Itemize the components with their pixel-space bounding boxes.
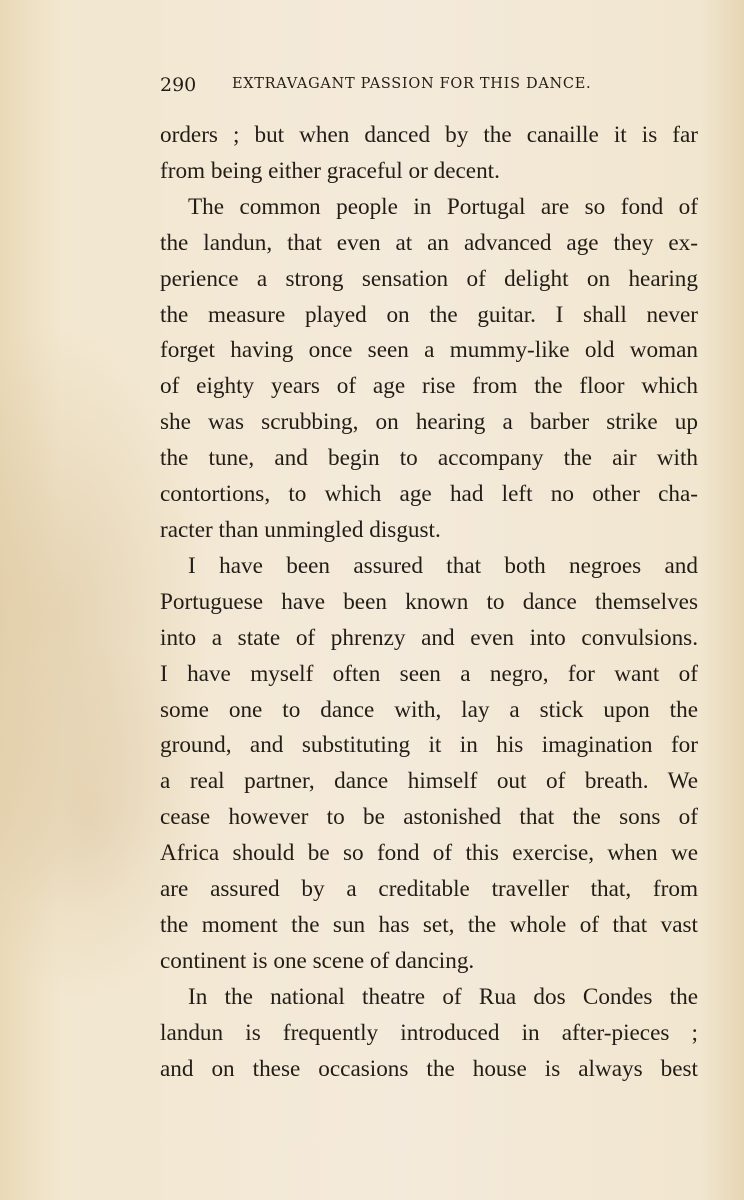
paragraph-4 (160, 980, 698, 1088)
text-line: I have been assured that both negroes and (188, 552, 698, 579)
text-line: continent is one scene of dancing. (160, 947, 475, 974)
text-line: a real partner, dance himself out of breath. We (160, 768, 698, 795)
page-body (160, 118, 698, 1087)
text-line: racter than unmingled disgust. (160, 516, 441, 543)
page-number: 290 (160, 74, 197, 96)
text-line: landun is frequently introduced in after-pieces ; (160, 1019, 698, 1046)
paragraph-3 (160, 549, 698, 980)
text-line: cease however to be astonished that the sons of (160, 804, 698, 831)
text-line: of eighty years of age rise from the floor which (160, 373, 698, 400)
text-line: the tune, and begin to accompany the air with (160, 445, 698, 472)
text-line: the moment the sun has set, the whole of that vast (160, 911, 698, 938)
paragraph-2 (160, 190, 698, 549)
text-line: perience a strong sensation of delight on hearing (160, 265, 698, 292)
text-line: Africa should be so fond of this exercise, when we (160, 840, 698, 867)
text-line: some one to dance with, lay a stick upon the (160, 696, 698, 723)
text-line: and on these occasions the house is always best (160, 1055, 698, 1082)
text-line: orders ; but when danced by the canaille it is far (160, 122, 698, 148)
text-line: the measure played on the guitar. I shall never (160, 301, 698, 328)
paragraph-1 (160, 118, 698, 190)
running-head: EXTRAVAGANT PASSION FOR THIS DANCE. (232, 76, 592, 92)
text-line: contortions, to which age had left no other cha- (160, 481, 698, 508)
text-line: are assured by a creditable traveller that, from (160, 876, 698, 903)
text-line: In the national theatre of Rua dos Condes the (188, 983, 698, 1010)
text-line: forget having once seen a mummy-like old woman (160, 337, 698, 364)
text-line: the landun, that even at an advanced age they ex- (160, 229, 698, 256)
text-line: The common people in Portugal are so fond of (188, 193, 698, 220)
text-line: I have myself often seen a negro, for want of (160, 660, 698, 687)
text-line: she was scrubbing, on hearing a barber strike up (160, 409, 698, 436)
text-line: Portuguese have been known to dance themselves (160, 588, 698, 615)
text-line: ground, and substituting it in his imagination for (160, 732, 698, 759)
text-line: into a state of phrenzy and even into convulsions. (160, 624, 698, 651)
text-line: from being either graceful or decent. (160, 157, 500, 184)
